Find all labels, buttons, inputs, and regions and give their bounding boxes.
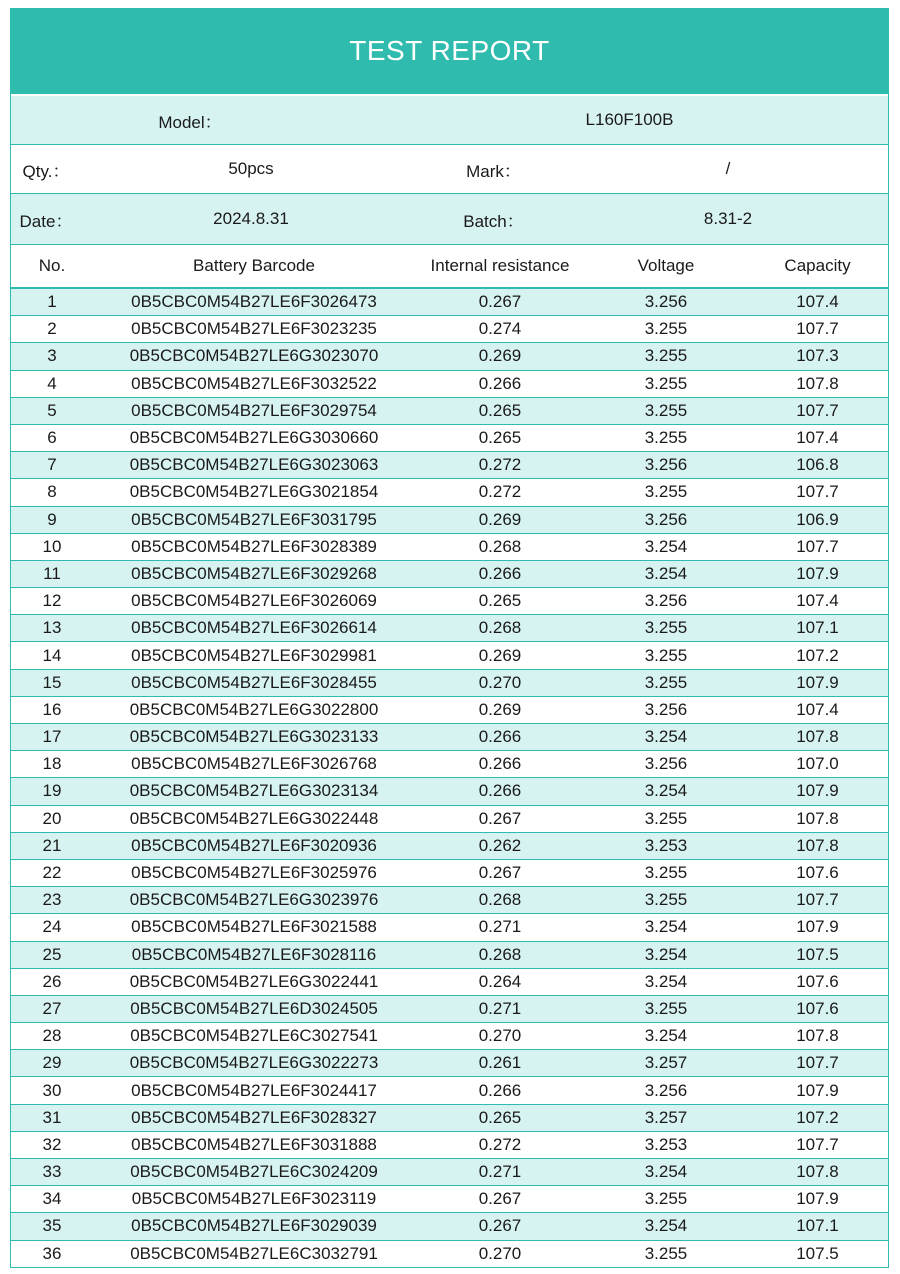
cell-barcode: 0B5CBC0M54B27LE6F3026069 <box>94 588 414 615</box>
cell-voltage: 3.255 <box>586 479 746 506</box>
table-row <box>10 1023 889 1050</box>
cell-no: 6 <box>10 424 94 451</box>
cell-voltage: 3.254 <box>586 1159 746 1186</box>
cell-internal-resistance: 0.269 <box>414 696 586 723</box>
table-row <box>10 424 889 451</box>
cell-internal-resistance: 0.269 <box>414 343 586 370</box>
cell-voltage: 3.254 <box>586 533 746 560</box>
batch-value: 8.31-2 <box>703 209 753 228</box>
cell-barcode: 0B5CBC0M54B27LE6F3023119 <box>94 1186 414 1213</box>
cell-no: 17 <box>10 724 94 751</box>
cell-no: 26 <box>10 968 94 995</box>
cell-barcode: 0B5CBC0M54B27LE6G3022448 <box>94 805 414 832</box>
cell-no: 18 <box>10 751 94 778</box>
mark-value: / <box>725 159 731 178</box>
cell-voltage: 3.255 <box>586 397 746 424</box>
cell-barcode: 0B5CBC0M54B27LE6F3023235 <box>94 316 414 343</box>
cell-no: 11 <box>10 560 94 587</box>
cell-barcode: 0B5CBC0M54B27LE6C3024209 <box>94 1159 414 1186</box>
cell-barcode: 0B5CBC0M54B27LE6D3024505 <box>94 995 414 1022</box>
cell-capacity: 107.7 <box>746 316 889 343</box>
cell-internal-resistance: 0.272 <box>414 1131 586 1158</box>
table-row <box>10 1104 889 1131</box>
cell-internal-resistance: 0.267 <box>414 1213 586 1240</box>
cell-capacity: 107.5 <box>746 1240 889 1267</box>
cell-voltage: 3.255 <box>586 995 746 1022</box>
cell-capacity: 107.1 <box>746 615 889 642</box>
cell-voltage: 3.254 <box>586 1023 746 1050</box>
cell-internal-resistance: 0.270 <box>414 669 586 696</box>
cell-internal-resistance: 0.265 <box>414 588 586 615</box>
cell-no: 19 <box>10 778 94 805</box>
cell-no: 12 <box>10 588 94 615</box>
cell-internal-resistance: 0.266 <box>414 1077 586 1104</box>
cell-voltage: 3.254 <box>586 1213 746 1240</box>
cell-no: 20 <box>10 805 94 832</box>
cell-voltage: 3.256 <box>586 751 746 778</box>
cell-voltage: 3.255 <box>586 370 746 397</box>
cell-voltage: 3.256 <box>586 452 746 479</box>
table-row <box>10 533 889 560</box>
cell-no: 15 <box>10 669 94 696</box>
table-row <box>10 995 889 1022</box>
cell-internal-resistance: 0.274 <box>414 316 586 343</box>
cell-capacity: 107.4 <box>746 424 889 451</box>
model-label: Model： <box>158 112 222 132</box>
cell-barcode: 0B5CBC0M54B27LE6G3022800 <box>94 696 414 723</box>
cell-barcode: 0B5CBC0M54B27LE6F3020936 <box>94 832 414 859</box>
cell-capacity: 107.9 <box>746 778 889 805</box>
cell-voltage: 3.255 <box>586 343 746 370</box>
cell-barcode: 0B5CBC0M54B27LE6F3029754 <box>94 397 414 424</box>
table-row <box>10 941 889 968</box>
cell-internal-resistance: 0.272 <box>414 479 586 506</box>
info-row-date <box>10 194 889 245</box>
cell-barcode: 0B5CBC0M54B27LE6G3023976 <box>94 887 414 914</box>
cell-barcode: 0B5CBC0M54B27LE6F3024417 <box>94 1077 414 1104</box>
table-row <box>10 479 889 506</box>
table-row <box>10 778 889 805</box>
cell-internal-resistance: 0.265 <box>414 424 586 451</box>
cell-capacity: 107.9 <box>746 1186 889 1213</box>
batch-label: Batch： <box>463 211 524 231</box>
table-header-row <box>10 245 889 288</box>
table-row <box>10 560 889 587</box>
cell-internal-resistance: 0.266 <box>414 778 586 805</box>
qty-value: 50pcs <box>228 159 274 178</box>
cell-no: 28 <box>10 1023 94 1050</box>
cell-no: 7 <box>10 452 94 479</box>
cell-internal-resistance: 0.266 <box>414 724 586 751</box>
cell-voltage: 3.257 <box>586 1050 746 1077</box>
cell-voltage: 3.254 <box>586 560 746 587</box>
table-row <box>10 887 889 914</box>
table-row <box>10 588 889 615</box>
cell-barcode: 0B5CBC0M54B27LE6F3028116 <box>94 941 414 968</box>
cell-voltage: 3.255 <box>586 887 746 914</box>
cell-no: 8 <box>10 479 94 506</box>
cell-voltage: 3.256 <box>586 588 746 615</box>
table-row <box>10 968 889 995</box>
cell-barcode: 0B5CBC0M54B27LE6F3029981 <box>94 642 414 669</box>
cell-internal-resistance: 0.267 <box>414 1186 586 1213</box>
cell-internal-resistance: 0.261 <box>414 1050 586 1077</box>
cell-capacity: 107.5 <box>746 941 889 968</box>
cell-no: 16 <box>10 696 94 723</box>
cell-internal-resistance: 0.270 <box>414 1023 586 1050</box>
cell-no: 22 <box>10 859 94 886</box>
cell-voltage: 3.254 <box>586 778 746 805</box>
cell-barcode: 0B5CBC0M54B27LE6F3032522 <box>94 370 414 397</box>
cell-no: 5 <box>10 397 94 424</box>
cell-voltage: 3.255 <box>586 1186 746 1213</box>
cell-no: 10 <box>10 533 94 560</box>
cell-barcode: 0B5CBC0M54B27LE6F3026614 <box>94 615 414 642</box>
cell-barcode: 0B5CBC0M54B27LE6C3032791 <box>94 1240 414 1267</box>
table-row <box>10 914 889 941</box>
date-label: Date： <box>19 211 73 231</box>
cell-internal-resistance: 0.265 <box>414 397 586 424</box>
date-value: 2024.8.31 <box>213 209 289 228</box>
cell-barcode: 0B5CBC0M54B27LE6G3023063 <box>94 452 414 479</box>
cell-capacity: 107.3 <box>746 343 889 370</box>
cell-barcode: 0B5CBC0M54B27LE6F3026473 <box>94 288 414 316</box>
cell-internal-resistance: 0.262 <box>414 832 586 859</box>
cell-voltage: 3.255 <box>586 859 746 886</box>
report-title: TEST REPORT <box>10 8 889 96</box>
cell-voltage: 3.256 <box>586 696 746 723</box>
column-header-capacity: Capacity <box>746 245 889 288</box>
cell-barcode: 0B5CBC0M54B27LE6F3021588 <box>94 914 414 941</box>
cell-barcode: 0B5CBC0M54B27LE6G3023133 <box>94 724 414 751</box>
battery-test-table <box>10 245 889 1268</box>
table-row <box>10 1050 889 1077</box>
cell-barcode: 0B5CBC0M54B27LE6F3026768 <box>94 751 414 778</box>
cell-barcode: 0B5CBC0M54B27LE6C3027541 <box>94 1023 414 1050</box>
cell-internal-resistance: 0.267 <box>414 805 586 832</box>
cell-internal-resistance: 0.268 <box>414 887 586 914</box>
cell-barcode: 0B5CBC0M54B27LE6F3025976 <box>94 859 414 886</box>
cell-voltage: 3.255 <box>586 1240 746 1267</box>
cell-no: 32 <box>10 1131 94 1158</box>
cell-no: 2 <box>10 316 94 343</box>
test-report-sheet <box>10 8 889 1268</box>
cell-internal-resistance: 0.268 <box>414 941 586 968</box>
table-row <box>10 1240 889 1267</box>
cell-internal-resistance: 0.268 <box>414 615 586 642</box>
cell-no: 33 <box>10 1159 94 1186</box>
cell-no: 3 <box>10 343 94 370</box>
table-row <box>10 452 889 479</box>
cell-no: 1 <box>10 288 94 316</box>
table-row <box>10 316 889 343</box>
cell-voltage: 3.254 <box>586 941 746 968</box>
table-row <box>10 696 889 723</box>
table-row <box>10 397 889 424</box>
cell-capacity: 107.8 <box>746 1023 889 1050</box>
table-row <box>10 751 889 778</box>
cell-internal-resistance: 0.269 <box>414 642 586 669</box>
table-row <box>10 1159 889 1186</box>
cell-no: 21 <box>10 832 94 859</box>
cell-voltage: 3.255 <box>586 642 746 669</box>
cell-internal-resistance: 0.265 <box>414 1104 586 1131</box>
cell-internal-resistance: 0.269 <box>414 506 586 533</box>
table-row <box>10 1186 889 1213</box>
cell-voltage: 3.257 <box>586 1104 746 1131</box>
mark-label: Mark： <box>466 161 521 181</box>
cell-voltage: 3.256 <box>586 1077 746 1104</box>
table-row <box>10 832 889 859</box>
cell-no: 25 <box>10 941 94 968</box>
cell-capacity: 107.0 <box>746 751 889 778</box>
table-row <box>10 615 889 642</box>
cell-capacity: 107.4 <box>746 588 889 615</box>
cell-no: 24 <box>10 914 94 941</box>
cell-barcode: 0B5CBC0M54B27LE6G3021854 <box>94 479 414 506</box>
cell-capacity: 107.7 <box>746 887 889 914</box>
cell-barcode: 0B5CBC0M54B27LE6G3022273 <box>94 1050 414 1077</box>
cell-voltage: 3.256 <box>586 506 746 533</box>
table-row <box>10 288 889 316</box>
info-row-model <box>10 96 889 145</box>
cell-barcode: 0B5CBC0M54B27LE6F3031795 <box>94 506 414 533</box>
cell-internal-resistance: 0.271 <box>414 995 586 1022</box>
table-row <box>10 1077 889 1104</box>
cell-voltage: 3.255 <box>586 424 746 451</box>
cell-internal-resistance: 0.271 <box>414 1159 586 1186</box>
cell-capacity: 107.2 <box>746 1104 889 1131</box>
cell-barcode: 0B5CBC0M54B27LE6F3031888 <box>94 1131 414 1158</box>
cell-barcode: 0B5CBC0M54B27LE6F3028455 <box>94 669 414 696</box>
info-row-qty <box>10 145 889 194</box>
cell-capacity: 107.9 <box>746 914 889 941</box>
cell-barcode: 0B5CBC0M54B27LE6F3029268 <box>94 560 414 587</box>
table-row <box>10 1131 889 1158</box>
cell-voltage: 3.255 <box>586 615 746 642</box>
cell-capacity: 107.6 <box>746 995 889 1022</box>
cell-voltage: 3.254 <box>586 914 746 941</box>
table-row <box>10 642 889 669</box>
cell-capacity: 107.7 <box>746 1050 889 1077</box>
cell-barcode: 0B5CBC0M54B27LE6F3028327 <box>94 1104 414 1131</box>
cell-capacity: 107.4 <box>746 696 889 723</box>
cell-voltage: 3.253 <box>586 1131 746 1158</box>
cell-barcode: 0B5CBC0M54B27LE6G3023070 <box>94 343 414 370</box>
cell-capacity: 107.7 <box>746 1131 889 1158</box>
cell-capacity: 107.7 <box>746 533 889 560</box>
cell-voltage: 3.253 <box>586 832 746 859</box>
cell-no: 13 <box>10 615 94 642</box>
cell-internal-resistance: 0.267 <box>414 288 586 316</box>
cell-voltage: 3.255 <box>586 316 746 343</box>
column-header-no: No. <box>10 245 94 288</box>
column-header-voltage: Voltage <box>586 245 746 288</box>
model-value: L160F100B <box>585 110 674 129</box>
cell-capacity: 107.9 <box>746 560 889 587</box>
cell-voltage: 3.256 <box>586 288 746 316</box>
cell-voltage: 3.255 <box>586 805 746 832</box>
cell-no: 34 <box>10 1186 94 1213</box>
cell-capacity: 107.8 <box>746 832 889 859</box>
cell-barcode: 0B5CBC0M54B27LE6F3028389 <box>94 533 414 560</box>
cell-capacity: 107.6 <box>746 859 889 886</box>
column-header-barcode: Battery Barcode <box>94 245 414 288</box>
cell-capacity: 107.9 <box>746 1077 889 1104</box>
cell-internal-resistance: 0.268 <box>414 533 586 560</box>
cell-internal-resistance: 0.271 <box>414 914 586 941</box>
cell-capacity: 107.8 <box>746 1159 889 1186</box>
table-body <box>10 288 889 1267</box>
cell-capacity: 106.8 <box>746 452 889 479</box>
cell-no: 35 <box>10 1213 94 1240</box>
table-row <box>10 724 889 751</box>
cell-voltage: 3.254 <box>586 968 746 995</box>
table-row <box>10 370 889 397</box>
cell-barcode: 0B5CBC0M54B27LE6F3029039 <box>94 1213 414 1240</box>
table-row <box>10 343 889 370</box>
cell-no: 14 <box>10 642 94 669</box>
cell-no: 23 <box>10 887 94 914</box>
cell-internal-resistance: 0.266 <box>414 560 586 587</box>
cell-capacity: 107.1 <box>746 1213 889 1240</box>
cell-no: 4 <box>10 370 94 397</box>
qty-label: Qty.： <box>22 161 70 181</box>
table-row <box>10 805 889 832</box>
table-row <box>10 506 889 533</box>
cell-internal-resistance: 0.272 <box>414 452 586 479</box>
cell-barcode: 0B5CBC0M54B27LE6G3022441 <box>94 968 414 995</box>
table-row <box>10 859 889 886</box>
cell-internal-resistance: 0.270 <box>414 1240 586 1267</box>
cell-capacity: 106.9 <box>746 506 889 533</box>
cell-internal-resistance: 0.266 <box>414 751 586 778</box>
cell-internal-resistance: 0.264 <box>414 968 586 995</box>
cell-capacity: 107.8 <box>746 370 889 397</box>
cell-capacity: 107.8 <box>746 805 889 832</box>
cell-barcode: 0B5CBC0M54B27LE6G3030660 <box>94 424 414 451</box>
cell-capacity: 107.7 <box>746 479 889 506</box>
column-header-internal-resistance: Internal resistance <box>414 245 586 288</box>
cell-barcode: 0B5CBC0M54B27LE6G3023134 <box>94 778 414 805</box>
cell-capacity: 107.9 <box>746 669 889 696</box>
cell-capacity: 107.4 <box>746 288 889 316</box>
cell-capacity: 107.7 <box>746 397 889 424</box>
cell-capacity: 107.6 <box>746 968 889 995</box>
cell-no: 27 <box>10 995 94 1022</box>
cell-no: 29 <box>10 1050 94 1077</box>
cell-no: 31 <box>10 1104 94 1131</box>
cell-no: 9 <box>10 506 94 533</box>
cell-voltage: 3.254 <box>586 724 746 751</box>
cell-no: 36 <box>10 1240 94 1267</box>
table-row <box>10 669 889 696</box>
cell-internal-resistance: 0.267 <box>414 859 586 886</box>
cell-voltage: 3.255 <box>586 669 746 696</box>
cell-internal-resistance: 0.266 <box>414 370 586 397</box>
table-row <box>10 1213 889 1240</box>
cell-no: 30 <box>10 1077 94 1104</box>
cell-capacity: 107.8 <box>746 724 889 751</box>
cell-capacity: 107.2 <box>746 642 889 669</box>
